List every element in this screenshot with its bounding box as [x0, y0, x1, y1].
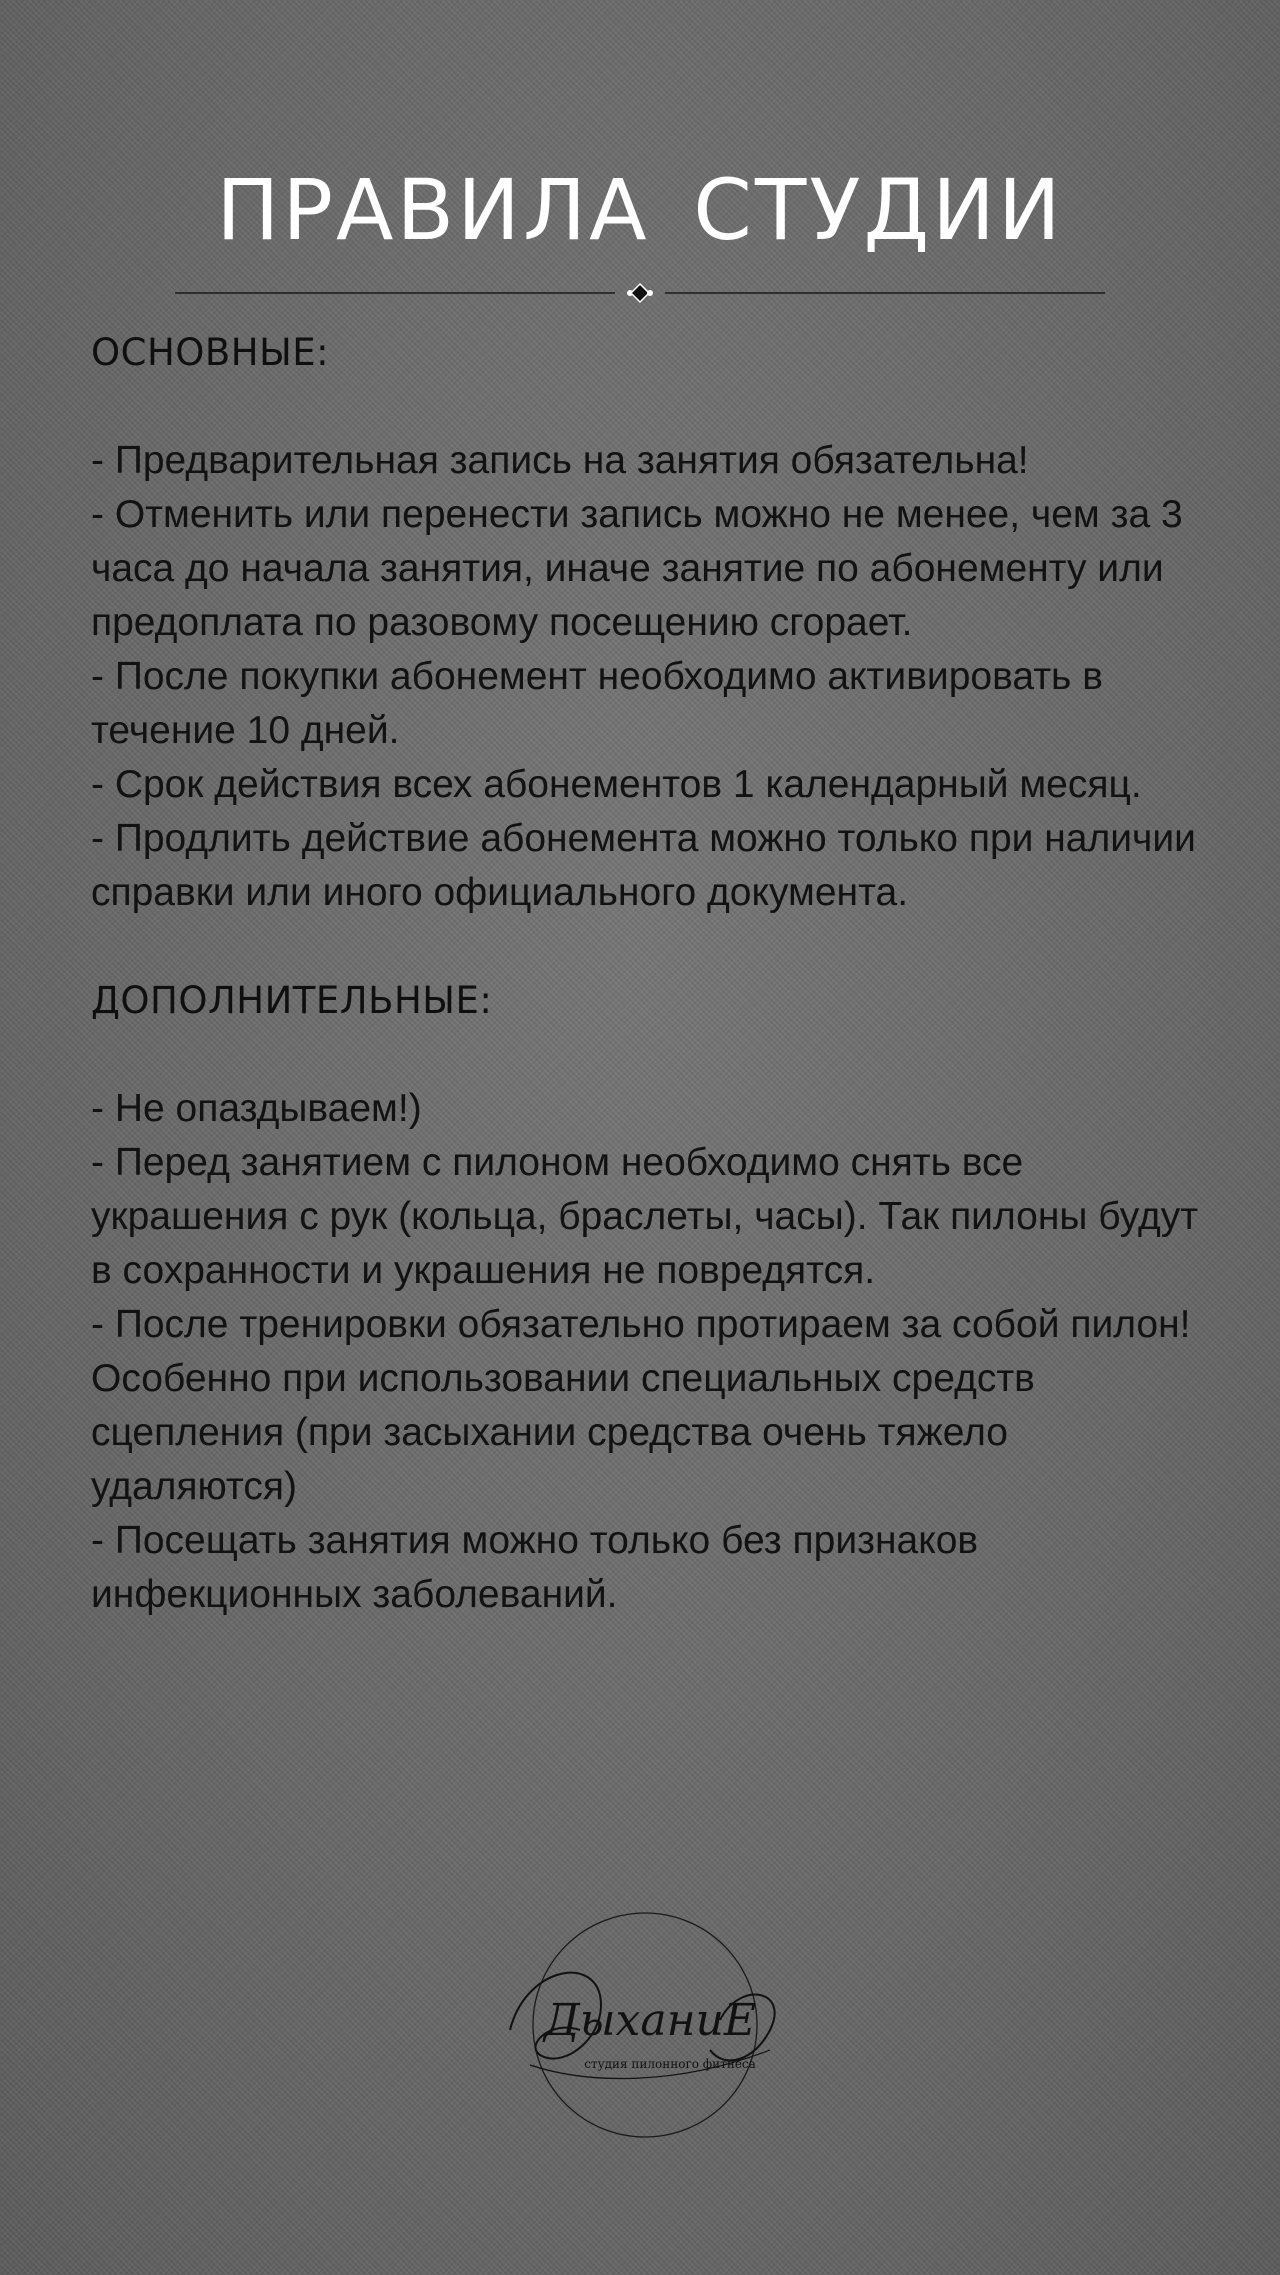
rule-item: - Продлить действие абонемента можно только при наличии справки или иного официального документа.: [91, 817, 1196, 914]
diamond-icon: [631, 284, 649, 302]
logo-name: ДыханиЕ: [543, 1995, 757, 2046]
ornamental-divider: [175, 278, 1105, 308]
rule-item: - Предварительная запись на занятия обязательна!: [91, 439, 1029, 482]
rule-item: - После покупки абонемент необходимо активировать в течение 10 дней.: [91, 655, 1103, 752]
extra-rules-list: [91, 1082, 1211, 1622]
rules-content: [91, 326, 1211, 1622]
rule-item: - Посещать занятия можно только без признаков инфекционных заболеваний.: [91, 1519, 979, 1616]
main-rules-list: [91, 434, 1211, 920]
spacer: [91, 1028, 1211, 1082]
rule-item: - Не опаздываем!): [91, 1087, 422, 1130]
spacer: [91, 920, 1211, 974]
studio-logo: [470, 1900, 810, 2150]
rule-item: - Перед занятием с пилоном необходимо снять все украшения с рук (кольца, браслеты, часы). Так пилоны будут в сохранности и украшения не повредятся.: [91, 1141, 1199, 1292]
logo-tagline: студия пилонного фитнеса: [584, 2057, 756, 2071]
section-heading-main: ОСНОВНЫЕ:: [91, 331, 330, 374]
divider-dot-right: [647, 290, 653, 296]
rule-item: - Отменить или перенести запись можно не менее, чем за 3 часа до начала занятия, иначе занятие по абонементу или предоплата по разовому посещению сгорает.: [91, 493, 1183, 644]
spacer: [91, 380, 1211, 434]
rule-item: - Срок действия всех абонементов 1 календарный месяц.: [91, 763, 1142, 806]
rule-item: - После тренировки обязательно протираем за собой пилон! Особенно при использовании специальных средств сцепления (при засыхании средства очень тяжело удаляются): [91, 1303, 1191, 1508]
section-heading-extra: ДОПОЛНИТЕЛЬНЫЕ:: [91, 979, 493, 1022]
page-title: ПРАВИЛА СТУДИИ: [216, 161, 1064, 259]
